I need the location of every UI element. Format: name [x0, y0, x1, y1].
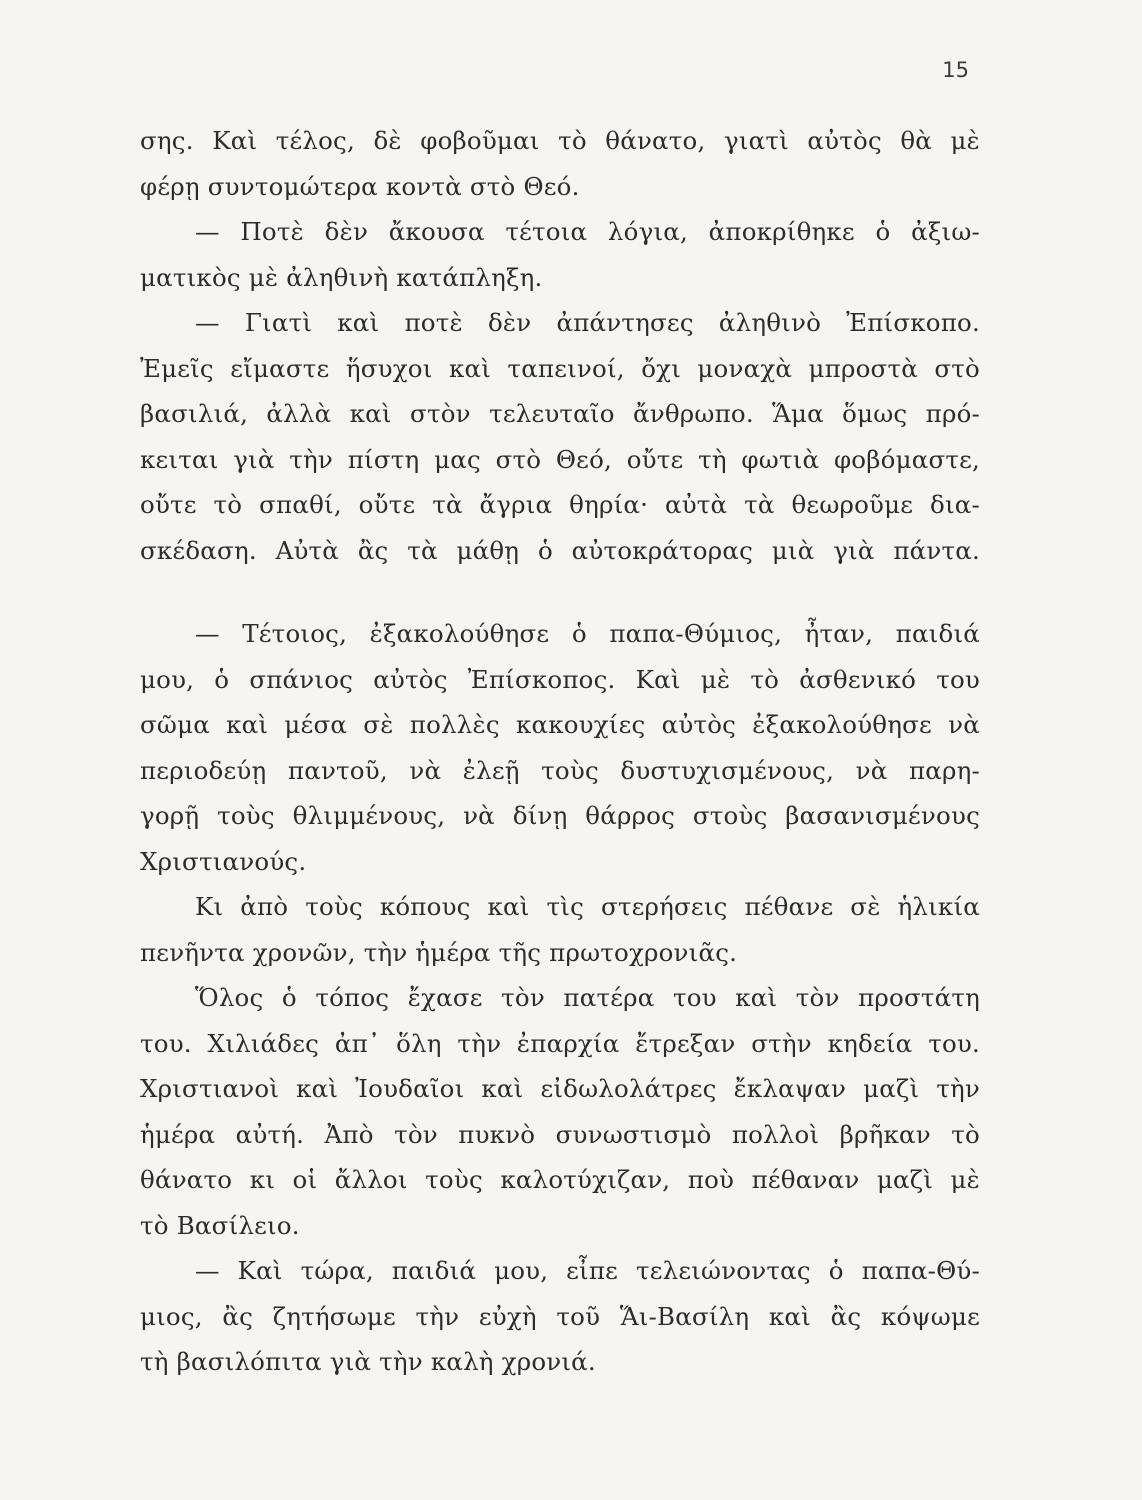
text-line: σκέδαση. Αὐτὰ ἂς τὰ μάθῃ ὁ αὐτοκράτορας μιὰ γιὰ πάντα. — [140, 535, 980, 565]
text-line: Κι ἀπὸ τοὺς κόπους καὶ τὶς στερήσεις πέθανε σὲ ἡλικία — [195, 892, 980, 921]
body-text — [140, 118, 980, 1385]
text-line: οὔτε τὸ σπαθί, οὔτε τὰ ἄγρια θηρία· αὐτὰ τὰ θεωροῦμε δια- — [140, 490, 980, 519]
text-line: — Τέτοιος, ἐξακολούθησε ὁ παπα-Θύμιος, ἦταν, παιδιά — [195, 619, 980, 648]
text-line: — Ποτὲ δὲν ἄκουσα τέτοια λόγια, ἀποκρίθηκε ὁ ἀξιω- — [195, 217, 980, 246]
text-line: σῶμα καὶ μέσα σὲ πολλὲς κακουχίες αὐτὸς ἐξακολούθησε νὰ — [140, 710, 980, 739]
page-number: 15 — [942, 58, 969, 82]
text-line: Ὅλος ὁ τόπος ἔχασε τὸν πατέρα του καὶ τὸν προστάτη — [195, 983, 980, 1012]
text-line: βασιλιά, ἀλλὰ καὶ στὸν τελευταῖο ἄνθρωπο. Ἅμα ὅμως πρό- — [140, 399, 980, 428]
text-line: Χριστιανούς. — [140, 846, 307, 876]
text-line: πενῆντα χρονῶν, τὴν ἡμέρα τῆς πρωτοχρονιᾶς. — [140, 937, 738, 967]
text-line: μου, ὁ σπάνιος αὐτὸς Ἐπίσκοπος. Καὶ μὲ τὸ ἀσθενικό του — [140, 664, 980, 694]
text-line: ματικὸς μὲ ἀληθινὴ κατάπληξη. — [140, 262, 543, 292]
paragraph-gap — [140, 573, 980, 611]
text-line: γορῇ τοὺς θλιμμένους, νὰ δίνῃ θάρρος στοὺς βασανισμένους — [140, 801, 980, 830]
text-line: του. Χιλιάδες ἀπ᾿ ὅλη τὴν ἐπαρχία ἔτρεξαν στὴν κηδεία του. — [140, 1028, 980, 1058]
text-line: φέρῃ συντομώτερα κοντὰ στὸ Θεό. — [140, 171, 580, 201]
text-line: — Γιατὶ καὶ ποτὲ δὲν ἀπάντησες ἀληθινὸ Ἐπίσκοπο. — [195, 308, 980, 337]
text-line: περιοδεύῃ παντοῦ, νὰ ἐλεῇ τοὺς δυστυχισμένους, νὰ παρη- — [140, 755, 980, 785]
text-line: σης. Καὶ τέλος, δὲ φοβοῦμαι τὸ θάνατο, γιατὶ αὐτὸς θὰ μὲ — [140, 126, 980, 155]
text-line: τὴ βασιλόπιτα γιὰ τὴν καλὴ χρονιά. — [140, 1347, 596, 1376]
text-line: τὸ Βασίλειο. — [140, 1210, 300, 1240]
text-line: κειται γιὰ τὴν πίστη μας στὸ Θεό, οὔτε τὴ φωτιὰ φοβόμαστε, — [140, 444, 980, 474]
text-line: Ἐμεῖς εἴμαστε ἥσυχοι καὶ ταπεινοί, ὄχι μοναχὰ μπροστὰ στὸ — [140, 353, 980, 383]
text-line: μιος, ἂς ζητήσωμε τὴν εὐχὴ τοῦ Ἅι-Βασίλη καὶ ἂς κόψωμε — [140, 1301, 980, 1331]
text-line: ἡμέρα αὐτή. Ἀπὸ τὸν πυκνὸ συνωστισμὸ πολλοὶ βρῆκαν τὸ — [140, 1119, 980, 1149]
text-line: θάνατο κι οἱ ἄλλοι τοὺς καλοτύχιζαν, ποὺ πέθαναν μαζὶ μὲ — [140, 1165, 980, 1194]
text-line: Χριστιανοὶ καὶ Ἰουδαῖοι καὶ εἰδωλολάτρες ἔκλαψαν μαζὶ τὴν — [140, 1074, 980, 1103]
text-line: — Καὶ τώρα, παιδιά μου, εἶπε τελειώνοντας ὁ παπα-Θύ- — [195, 1256, 980, 1285]
